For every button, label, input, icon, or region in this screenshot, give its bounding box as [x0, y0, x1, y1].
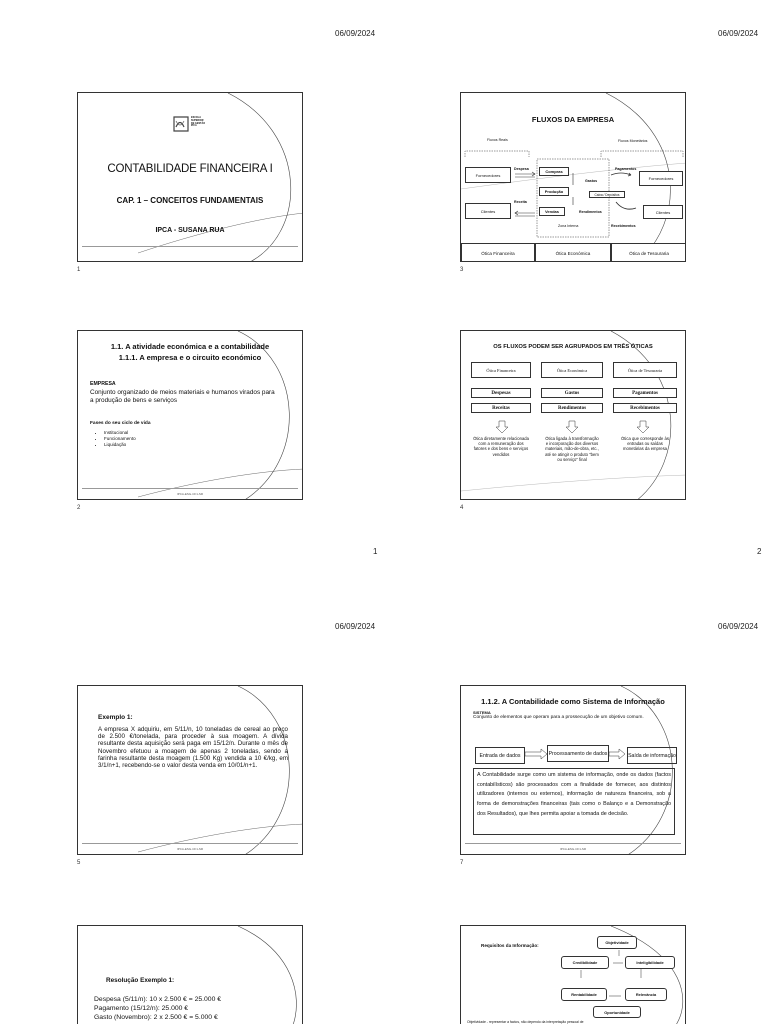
logo-text-line: SUPERIOR [191, 118, 204, 122]
otica-financeira-description: Ótica diretamente relacionada com a remuneração dos fatores e dos bens e serviços vendidos [473, 436, 529, 457]
ipca-logo [172, 115, 218, 133]
list-item: • Funcionamento [104, 436, 136, 442]
slide-title: Resolução Exemplo 1: [106, 977, 175, 984]
slide-title: CONTABILIDADE FINANCEIRA I [107, 163, 273, 175]
slide-10 [460, 925, 686, 1024]
slide-5 [77, 685, 303, 855]
oportunidade-box: Oportunidade [593, 1006, 641, 1018]
logo-text-line: DE GESTÃO [191, 121, 206, 125]
definition-text: Conjunto de elementos que operam para a prossecução de um objetivo comum. [473, 715, 644, 720]
pagamentos-label: Pagamentos [615, 167, 637, 171]
otica-economica-cell: Ótica Económica [535, 243, 611, 262]
page-number-left: 1 [373, 547, 378, 556]
logo-text-line: IPCA [191, 124, 197, 128]
page-date-left: 06/09/2024 [335, 622, 376, 631]
logo-text-line: ESCOLA [191, 116, 201, 119]
slide-author: IPCA - SUSANA RUA [155, 227, 225, 234]
despesas-box: Despesas [471, 388, 531, 398]
phases-heading: Fases do seu ciclo de vida [90, 421, 151, 426]
footer-divider [465, 843, 681, 844]
section-heading: SISTEMA [473, 710, 491, 715]
slide-subtitle: CAP. 1 – CONCEITOS FUNDAMENTAIS [116, 196, 264, 205]
otica-financeira-cell: Ótica Financeira [461, 243, 535, 262]
relevancia-box: Relevância [625, 988, 667, 1001]
credibilidade-box: Credibilidade [561, 956, 609, 969]
decorative-arc [78, 686, 303, 855]
explanation-text: A Contabilidade surge como um sistema de informação, onde os dados (factos contabilísticos) são processados com a finalidade de fornecer, aos distintos utilizadores (internos ou externos), informação de natureza financeira, sob a forma de demonstrações financeiras (tais como o Balanço e a Demonstração dos Resultados), que lhes permita apoiar a tomada de decisão. [473, 768, 675, 835]
footer-divider [82, 488, 298, 489]
decorative-arc [461, 331, 686, 500]
pagamentos-box: Pagamentos [613, 388, 677, 398]
rendimentos-box: Rendimentos [541, 403, 603, 413]
down-arrow-icons [461, 331, 686, 500]
caixa-depositos-box: Caixa / Depósitos [589, 191, 625, 198]
footnote-text: Objetividade - representar a factos, não dependo da interpretação pessoal de [467, 1020, 584, 1024]
zona-interna-label: Zona Interna [558, 224, 579, 228]
slide-1 [77, 92, 303, 262]
slide-3 [460, 92, 686, 262]
slide-2 [77, 330, 303, 500]
processamento-dados-box: Processamento de dados [547, 745, 609, 762]
objetividade-box: Objetividade [597, 936, 637, 949]
otica-economica-header: Ótica Económica [541, 362, 603, 378]
recebimentos-box: Recebimentos [613, 403, 677, 413]
rentabilidade-box: Rentabilidade [561, 988, 607, 1001]
list-item: • Liquidação [104, 442, 136, 448]
fornecedores-box-left: Fornecedores [465, 167, 511, 183]
example-text: A empresa X adquiriu, em 5/11/n, 10 toneladas de cereal ao preço de 2.500 €/tonelada, para proceder à sua moagem. A dívida resultante desta aquisição será paga em 15/12/n. Durante o mês de Novembro efetuou a moagem de apenas 2 toneladas, sendo a farinha resultante desta moagem (1.500 Kg) vendida a 10 €/kg, em 3/1/n+1, recebendo-se o valor desta venda em 10/01/n+1. [98, 726, 288, 770]
slide-index: 3 [460, 267, 464, 273]
despesa-label: Despesa [514, 167, 529, 171]
fluxos-monetarios-label: Fluxos Monetários [618, 139, 648, 143]
slide-footer: IPCA-ESG-CF1-SR [176, 847, 204, 851]
receita-label: Receita [514, 200, 527, 204]
slide-title: 1.1. A atividade económica e a contabilidade [110, 342, 270, 351]
otica-tesouraria-description: Ótica que corresponde às entradas ou saídas monetárias da empresa [621, 436, 669, 452]
footer-divider [82, 246, 298, 247]
compras-box: Compras [539, 167, 569, 176]
gastos-box: Gastos [541, 388, 603, 398]
receitas-box: Receitas [471, 403, 531, 413]
slide-index: 5 [77, 860, 81, 866]
slide-9 [77, 925, 303, 1024]
slide-index: 1 [77, 267, 81, 273]
requirements-heading: Requisitos da Informação: [481, 943, 539, 948]
list-item: • Institucional [104, 430, 136, 436]
clientes-box-right: Clientes [643, 205, 683, 219]
vendas-box: Vendas [539, 207, 565, 216]
resolution-line: Gasto (Novembro): 2 x 2.500 € = 5.000 € [94, 1014, 218, 1021]
rendimentos-label: Rendimentos [579, 210, 602, 214]
otica-financeira-header: Ótica Financeira [471, 362, 531, 378]
resolution-line: Despesa (5/11/n): 10 x 2.500 € = 25.000 € [94, 996, 222, 1003]
slide-subtitle: 1.1.1. A empresa e o circuito económico [118, 353, 262, 362]
footer-divider [82, 843, 298, 844]
page-date-right: 06/09/2024 [718, 29, 759, 38]
clientes-box-left: Clientes [465, 203, 511, 219]
fluxos-reais-label: Fluxos Reais [487, 138, 508, 142]
producao-box: Produção [539, 187, 569, 196]
inteligibilidade-box: Inteligibilidade [625, 956, 675, 969]
slide-footer: IPCA-ESG-CF1-SR [176, 492, 204, 496]
saida-informacao-box: Saída de informação [627, 747, 677, 764]
slide-footer: IPCA-ESG-CF1-SR [559, 847, 587, 851]
entrada-dados-box: Entrada de dados [475, 747, 525, 764]
slide-title: 1.1.2. A Contabilidade como Sistema de Informação [481, 697, 665, 706]
page-date-right: 06/09/2024 [718, 622, 759, 631]
slide-index: 2 [77, 505, 81, 511]
slide-title: OS FLUXOS PODEM SER AGRUPADOS EM TRÊS ÓTICAS [493, 344, 653, 350]
otica-economica-description: Ótica ligada à transformação e incorporação dos diversos materiais, mão-de-obra, etc., até se atingir o produto "bem ou serviço" final [545, 436, 599, 462]
gastos-label: Gastos [585, 179, 598, 183]
page-date-left: 06/09/2024 [335, 29, 376, 38]
slide-4 [460, 330, 686, 500]
slide-index: 4 [460, 505, 464, 511]
slide-index: 7 [460, 860, 464, 866]
recebimentos-label: Recebimentos [611, 224, 636, 228]
otica-tesouraria-header: Ótica de Tesouraria [613, 362, 677, 378]
section-heading: EMPRESA [90, 381, 116, 387]
resolution-line: Pagamento (15/12/n): 25.000 € [94, 1005, 189, 1012]
definition-text: Conjunto organizado de meios materiais e humanos virados para a produção de bens e serviços [90, 389, 275, 404]
slide-7 [460, 685, 686, 855]
slide-title: FLUXOS DA EMPRESA [531, 115, 615, 124]
phases-list [96, 430, 136, 448]
page-number-right: 2 [757, 547, 762, 556]
decorative-arc [461, 926, 686, 1024]
otica-tesouraria-cell: Ótica de Tesouraria [611, 243, 686, 262]
slide-title: Exemplo 1: [98, 714, 133, 721]
fornecedores-box-right: Fornecedores [639, 171, 683, 186]
